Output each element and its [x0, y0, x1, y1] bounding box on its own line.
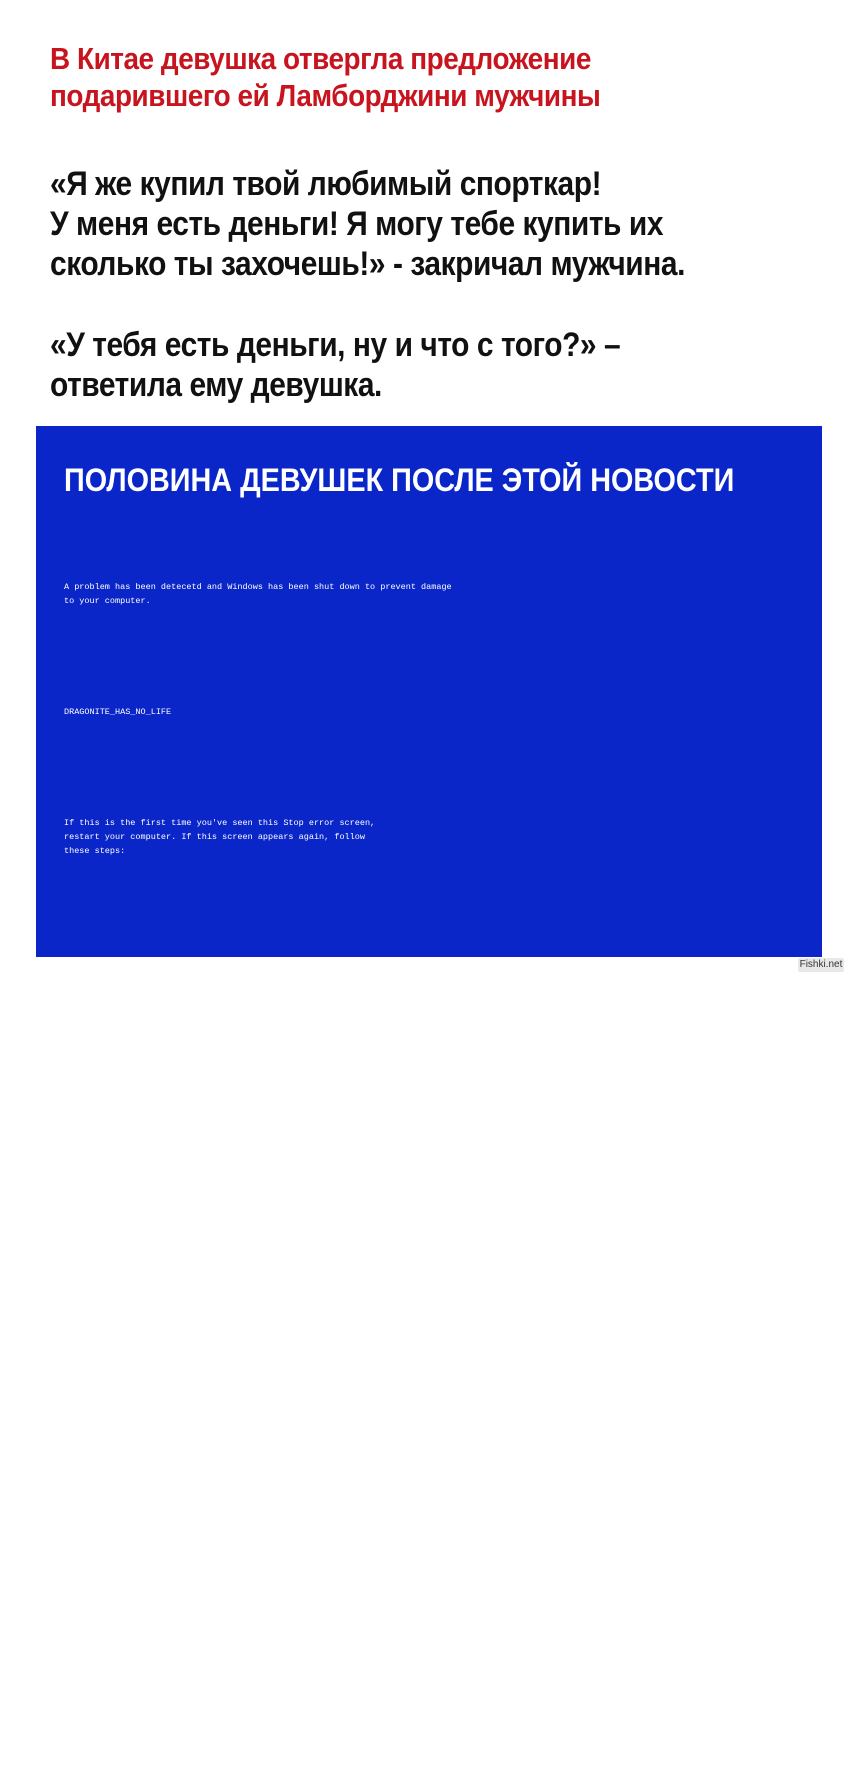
- quote-line: ответила ему девушка.: [50, 366, 382, 404]
- headline: [50, 40, 743, 114]
- quote-line: сколько ты захочешь!» - закричал мужчина.: [50, 245, 685, 283]
- bsod-paragraph: [64, 1413, 804, 1483]
- bsod-line: or software. Disable BIOS memory options such as caching or shadowing.: [64, 1096, 422, 1106]
- bsod-line: Of course, you could simply not run anything else that Dragonite uploads to Wizirdi again.: [64, 1110, 524, 1120]
- bsod-line: assistance.: [64, 1693, 121, 1703]
- bsod-title: ПОЛОВИНА ДЕВУШЕК ПОСЛЕ ЭТОЙ НОВОСТИ: [64, 462, 735, 498]
- bsod-line: (If you work for Apple, that is.): [64, 971, 233, 981]
- bsod-line: Actually, don't do anything. BSODs are good for your health.: [64, 957, 371, 967]
- bsod-line: Contact your system administrator or technical support group for further: [64, 1679, 432, 1689]
- quote-line: «Я же купил твой любимый спорткар!: [50, 165, 602, 203]
- bsod-paragraph: [64, 1302, 804, 1372]
- headline-line: В Китае девушка отвергла предложение: [50, 41, 591, 76]
- bsod-paragraph: [64, 927, 804, 1011]
- bsod-line: these steps:: [64, 846, 126, 856]
- bsod-line: If problems continue, disable or remove any newly installed hardware: [64, 1082, 411, 1092]
- bsod-paragraph: [64, 1052, 804, 1150]
- bsod-line: A problem has been detecetd and Windows has been shut down to prevent damage: [64, 582, 452, 592]
- bsod-line: *** trololo.sys - Address 1337000 base at 10101010, Datestamp 00000000: [64, 1443, 452, 1453]
- man-quote: [50, 164, 807, 284]
- bsod-line: DRAGONITE_HAS_NO_LIFE: [64, 707, 172, 717]
- quote-line: «У тебя есть деньги, ну и что с того?» –: [50, 326, 621, 364]
- bsod-paragraph: [64, 1191, 804, 1261]
- headline-line: подарившего ей Ламборджини мужчины: [50, 78, 601, 113]
- bsod-line: If this is the first time you've seen this Stop error screen,: [64, 818, 376, 828]
- bsod-paragraph: [64, 1635, 804, 1733]
- site-watermark: Fishki.net: [799, 959, 843, 970]
- bsod-text: [64, 524, 804, 1774]
- bsod-line: Physical memory dump complete.: [64, 1665, 218, 1675]
- bsod-line: Technical information:: [64, 1221, 177, 1231]
- bsod-line: restart your computer. If this screen appears again, follow: [64, 832, 365, 842]
- bsod-line: to your computer.: [64, 596, 151, 606]
- bsod-paragraph: [64, 1524, 804, 1594]
- bsod-paragraph: [64, 788, 804, 886]
- girl-quote: [50, 325, 807, 405]
- bsod-line: *** STOP: 0.000000D1 (0x0000000C, 0x00000002, 0x00000000, 0x00001337): [64, 1332, 416, 1342]
- bsod-paragraph: [64, 552, 804, 636]
- bsod-line: Begin dump of physical memory: [64, 1554, 212, 1564]
- quote-line: У меня есть деньги! Я могу тебе купить их: [50, 205, 664, 243]
- bsod-paragraph: [64, 677, 804, 747]
